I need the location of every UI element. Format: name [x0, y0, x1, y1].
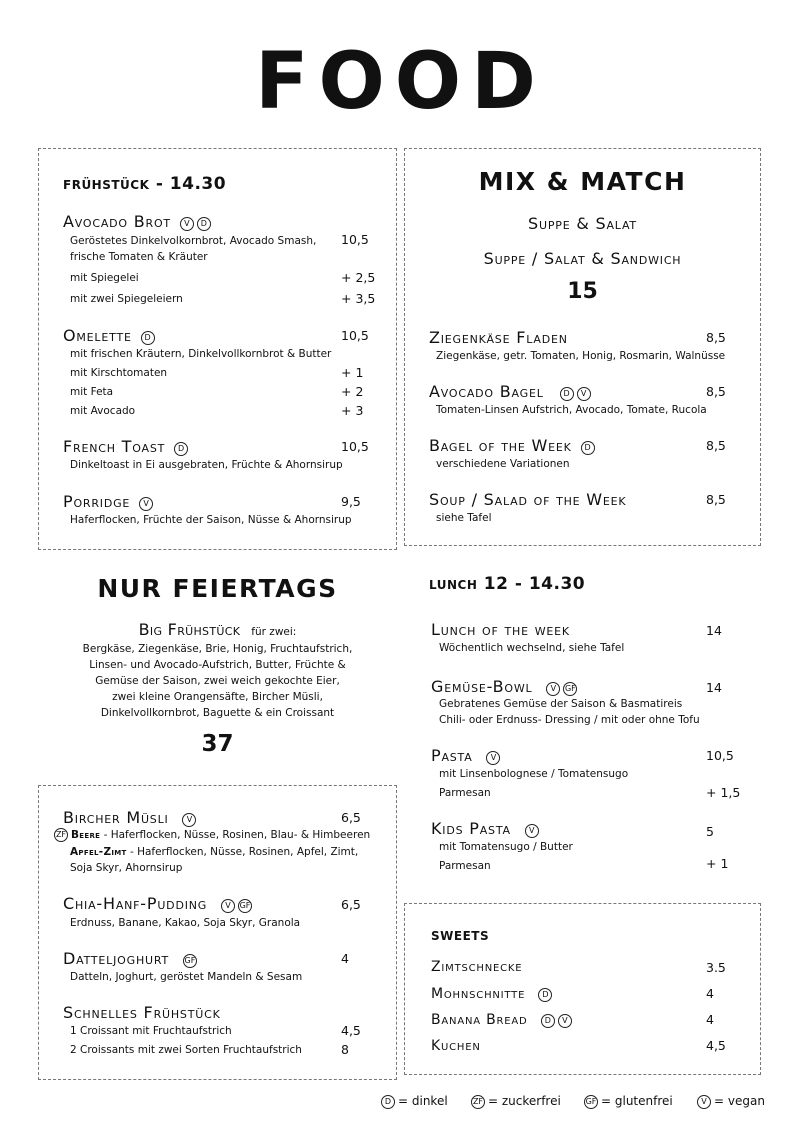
- vegan-icon: V: [182, 813, 196, 827]
- menu-item-soup-salad-of-the-week: Soup / Salad of the Week: [429, 490, 627, 509]
- item-extra: mit Avocado: [70, 405, 136, 417]
- item-extra-price: 4,5: [341, 1023, 361, 1038]
- menu-item-french-toast: French Toast D: [63, 437, 188, 456]
- big-fruehstueck-title: Big Frühstück für zwei:: [138, 620, 297, 639]
- legend-dinkel: D = dinkel: [381, 1094, 448, 1109]
- menu-item-schnelles-fruehstueck: Schnelles Frühstück: [63, 1003, 221, 1022]
- item-price: 3.5: [706, 960, 726, 975]
- item-extra-price: + 3,5: [341, 291, 376, 306]
- item-price: 10,5: [706, 748, 734, 763]
- menu-item-bircher-muesli: Bircher Müsli V: [63, 808, 196, 827]
- menu-item-mohnschnitte: Mohnschnitte D: [431, 986, 552, 1002]
- item-extra: mit zwei Spiegeleiern: [70, 293, 183, 305]
- item-description: mit Linsenbolognese / Tomatensugo: [439, 768, 629, 780]
- menu-item-avocado-brot: Avocado Brot V D: [63, 212, 211, 231]
- menu-item-kids-pasta: Kids Pasta V: [431, 819, 539, 838]
- item-description: Ziegenkäse, getr. Tomaten, Honig, Rosmarin, Walnüsse: [436, 350, 726, 362]
- item-price: 4,5: [706, 1038, 726, 1053]
- menu-item-kuchen: Kuchen: [431, 1038, 481, 1054]
- item-price: 6,5: [341, 897, 361, 912]
- item-extra: 2 Croissants mit zwei Sorten Fruchtaufstrich: [70, 1044, 302, 1056]
- item-description: mit Tomatensugo / Butter: [439, 841, 573, 853]
- mixmatch-price: 15: [567, 279, 598, 304]
- item-price: 10,5: [341, 328, 369, 343]
- dinkel-icon: D: [141, 331, 155, 345]
- mixmatch-line1: Suppe & Salat: [528, 214, 637, 233]
- big-fruehstueck-desc: Bergkäse, Ziegenkäse, Brie, Honig, Fruchtaufstrich,: [82, 643, 353, 655]
- vegan-icon: V: [697, 1095, 711, 1109]
- glutenfrei-icon: GF: [563, 682, 577, 696]
- menu-item-gemuese-bowl: Gemüse-Bowl V GF: [431, 677, 576, 696]
- big-fruehstueck-price: 37: [201, 731, 234, 757]
- item-description: Haferflocken, Früchte der Saison, Nüsse & Ahornsirup: [70, 514, 352, 526]
- legend-zuckerfrei: ZF = zuckerfrei: [472, 1094, 561, 1108]
- mixmatch-box: [404, 148, 761, 546]
- vegan-icon: V: [546, 682, 560, 696]
- vegan-icon: V: [180, 217, 194, 231]
- item-extra-price: 8: [341, 1042, 349, 1057]
- menu-item-porridge: Porridge V: [63, 492, 153, 511]
- item-description: verschiedene Variationen: [436, 458, 570, 470]
- fruehstueck-heading: frühstück - 14.30: [63, 174, 227, 194]
- item-extra-price: + 1: [341, 365, 364, 380]
- item-description: Dinkeltoast in Ei ausgebraten, Früchte & Ahornsirup: [70, 459, 343, 471]
- item-description: frische Tomaten & Kräuter: [70, 251, 208, 263]
- big-fruehstueck-desc: Linsen- und Avocado-Aufstrich, Butter, Früchte &: [89, 659, 346, 671]
- vegan-icon: V: [139, 497, 153, 511]
- dinkel-icon: D: [541, 1014, 555, 1028]
- glutenfrei-icon: GF: [584, 1095, 598, 1109]
- vegan-icon: V: [525, 824, 539, 838]
- menu-item-datteljoghurt: Datteljoghurt GF: [63, 949, 196, 968]
- sweets-heading: sweets: [431, 925, 490, 945]
- item-description: Erdnuss, Banane, Kakao, Soja Skyr, Granola: [70, 917, 301, 929]
- menu-item-omelette: Omelette D: [63, 326, 155, 345]
- page-title: FOOD: [255, 37, 546, 127]
- item-extra: mit Kirschtomaten: [70, 367, 168, 379]
- item-price: 4: [706, 1012, 714, 1027]
- menu-item-banana-bread: Banana Bread D V: [431, 1012, 572, 1028]
- dinkel-icon: D: [560, 387, 574, 401]
- item-price: 5: [706, 824, 714, 839]
- big-fruehstueck-desc: zwei kleine Orangensäfte, Bircher Müsli,: [112, 691, 323, 703]
- item-price: 8,5: [706, 330, 726, 345]
- item-description: Gebratenes Gemüse der Saison & Basmatireis: [439, 698, 683, 710]
- item-description: Datteln, Joghurt, geröstet Mandeln & Sesam: [70, 971, 303, 983]
- item-extra: Parmesan: [439, 860, 491, 872]
- menu-item-lunch-of-the-week: Lunch of the week: [431, 620, 570, 639]
- item-description: Wöchentlich wechselnd, siehe Tafel: [439, 642, 625, 654]
- menu-item-zimtschnecke: Zimtschnecke: [431, 959, 523, 975]
- glutenfrei-icon: GF: [183, 954, 197, 968]
- item-price: 4: [341, 951, 349, 966]
- menu-item-ziegenkaese-fladen: Ziegenkäse Fladen: [429, 328, 568, 347]
- item-price: 9,5: [341, 494, 361, 509]
- item-description: Soja Skyr, Ahornsirup: [70, 862, 183, 874]
- item-extra-price: + 1: [706, 856, 729, 871]
- item-price: 8,5: [706, 438, 726, 453]
- legend-glutenfrei: GF = glutenfrei: [585, 1094, 673, 1108]
- item-description: siehe Tafel: [436, 512, 492, 524]
- item-description: Chili- oder Erdnuss- Dressing / mit oder ohne Tofu: [439, 714, 700, 726]
- feiertags-heading: NUR FEIERTAGS: [97, 574, 338, 603]
- menu-item-chia-hanf-pudding: Chia-Hanf-Pudding V GF: [63, 894, 251, 913]
- big-fruehstueck-desc: Dinkelvollkornbrot, Baguette & ein Croissant: [100, 707, 335, 719]
- menu-item-bagel-of-the-week: Bagel of the Week D: [429, 436, 595, 455]
- dinkel-icon: D: [538, 988, 552, 1002]
- mixmatch-heading: MIX & MATCH: [478, 167, 687, 196]
- vegan-icon: V: [577, 387, 591, 401]
- dinkel-icon: D: [381, 1095, 395, 1109]
- mixmatch-line2: Suppe / Salat & Sandwich: [483, 249, 682, 268]
- item-price: 4: [706, 986, 714, 1001]
- menu-item-pasta: Pasta V: [431, 746, 500, 765]
- item-description: Geröstetes Dinkelvolkornbrot, Avocado Smash,: [70, 235, 317, 247]
- item-extra: mit Feta: [70, 386, 114, 398]
- item-price: 8,5: [706, 492, 726, 507]
- item-price: 14: [706, 680, 722, 695]
- item-extra-price: + 2: [341, 384, 364, 399]
- glutenfrei-icon: GF: [238, 899, 252, 913]
- zuckerfrei-icon: ZF: [54, 828, 68, 842]
- item-price: 10,5: [341, 232, 369, 247]
- vegan-icon: V: [221, 899, 235, 913]
- big-fruehstueck-desc: Gemüse der Saison, zwei weich gekochte Eier,: [95, 675, 340, 687]
- vegan-icon: V: [558, 1014, 572, 1028]
- item-extra: Parmesan: [439, 787, 491, 799]
- item-description: Tomaten-Linsen Aufstrich, Avocado, Tomate, Rucola: [436, 404, 707, 416]
- lunch-heading: lunch 12 - 14.30: [429, 574, 586, 594]
- dinkel-icon: D: [581, 441, 595, 455]
- zuckerfrei-icon: ZF: [471, 1095, 485, 1109]
- item-price: 6,5: [341, 810, 361, 825]
- legend-vegan: V = vegan: [697, 1094, 765, 1109]
- item-price: 8,5: [706, 384, 726, 399]
- item-description: ZF Beere - Haferflocken, Nüsse, Rosinen, Blau- & Himbeeren: [55, 829, 371, 841]
- dinkel-icon: D: [174, 442, 188, 456]
- item-price: 10,5: [341, 439, 369, 454]
- item-extra: mit Spiegelei: [70, 272, 139, 284]
- item-extra: 1 Croissant mit Fruchtaufstrich: [70, 1025, 232, 1037]
- vegan-icon: V: [486, 751, 500, 765]
- item-description: Apfel-Zimt - Haferflocken, Nüsse, Rosinen, Apfel, Zimt,: [70, 846, 359, 858]
- item-extra-price: + 1,5: [706, 785, 741, 800]
- menu-item-avocado-bagel: Avocado Bagel D V: [429, 382, 591, 401]
- item-extra-price: + 2,5: [341, 270, 376, 285]
- item-extra-price: + 3: [341, 403, 364, 418]
- dinkel-icon: D: [197, 217, 211, 231]
- item-price: 14: [706, 623, 722, 638]
- item-description: mit frischen Kräutern, Dinkelvollkornbrot & Butter: [70, 348, 332, 360]
